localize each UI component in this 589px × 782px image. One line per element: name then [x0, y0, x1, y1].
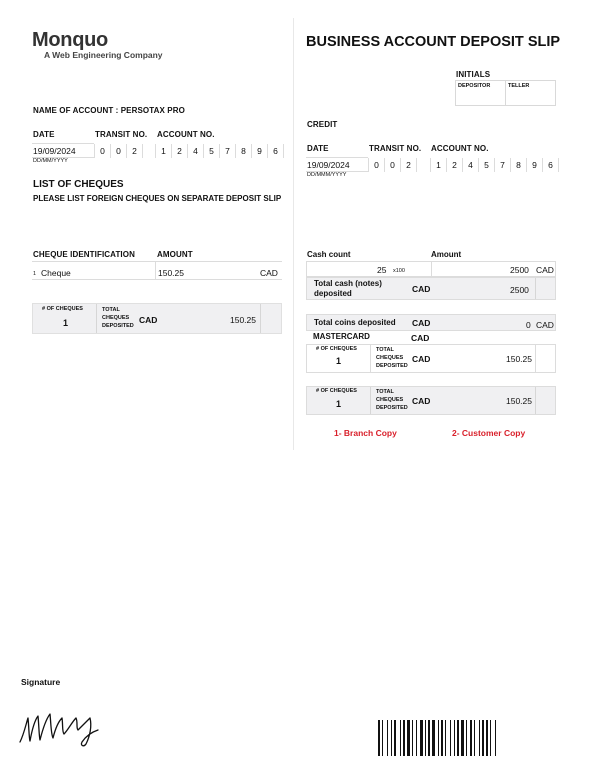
col-identification: CHEQUE IDENTIFICATION: [33, 250, 135, 259]
left-account-digit: 2: [172, 144, 188, 158]
barcode-bar: [400, 720, 401, 756]
right-account-digit: 9: [527, 158, 543, 172]
right-transit-digit: 2: [401, 158, 417, 172]
right-transit-digit: 0: [385, 158, 401, 172]
left-account-digit: 1: [156, 144, 172, 158]
coins-row: [306, 314, 556, 331]
barcode-bar: [482, 720, 484, 756]
credit-label: CREDIT: [307, 120, 338, 129]
col-amount: AMOUNT: [157, 250, 193, 259]
left-total-currency: CAD: [139, 315, 158, 325]
brand-logo: [32, 29, 163, 60]
right-account-digit: 8: [511, 158, 527, 172]
barcode-bar: [425, 720, 426, 756]
barcode-bar: [412, 720, 413, 756]
barcode-bar: [457, 720, 459, 756]
barcode-bar: [450, 720, 451, 756]
left-date-label: DATE: [33, 130, 55, 139]
barcode-bar: [416, 720, 417, 756]
cash-multiplier: x100: [393, 268, 405, 274]
barcode-bar: [403, 720, 405, 756]
right-cheques-1-divider-2: [535, 345, 536, 372]
barcode: [378, 720, 566, 756]
left-account-digit: 5: [204, 144, 220, 158]
right-account-digit: 7: [495, 158, 511, 172]
total-cash-amount: 2500: [510, 285, 529, 295]
left-cheque-summary: [32, 303, 282, 334]
right-date-value: 19/09/2024: [307, 160, 350, 170]
branch-copy-label: 1- Branch Copy: [334, 428, 397, 438]
brand-tagline: A Web Engineering Company: [44, 50, 163, 60]
right-account-digit: 1: [431, 158, 447, 172]
left-summary-divider: [96, 304, 97, 333]
column-divider: [293, 18, 294, 450]
barcode-bar: [461, 720, 464, 756]
barcode-bar: [495, 720, 496, 756]
barcode-bar: [394, 720, 396, 756]
left-transit-digit: 2: [127, 144, 143, 158]
left-account-digit: 7: [220, 144, 236, 158]
right-cheques-2-amount: 150.25: [506, 396, 532, 406]
mastercard-label: MASTERCARD: [313, 332, 370, 341]
barcode-bar: [420, 720, 423, 756]
cheque-row-name: Cheque: [41, 268, 71, 278]
right-transit-digit: 0: [369, 158, 385, 172]
barcode-bar: [474, 720, 475, 756]
right-date-label: DATE: [307, 144, 329, 153]
barcode-bar: [432, 720, 435, 756]
left-total-amount: 150.25: [230, 315, 256, 325]
barcode-bar: [486, 720, 488, 756]
coins-label: Total coins deposited: [314, 318, 396, 327]
cash-row-divider: [431, 262, 432, 276]
right-account-label: ACCOUNT NO.: [431, 144, 489, 153]
barcode-bar: [438, 720, 439, 756]
slip-title: BUSINESS ACCOUNT DEPOSIT SLIP: [306, 34, 561, 50]
account-name: NAME OF ACCOUNT : PERSOTAX PRO: [33, 106, 185, 115]
cash-amount: 2500: [510, 265, 529, 275]
mastercard-row[interactable]: [306, 331, 556, 344]
right-cheques-1-currency: CAD: [412, 354, 431, 364]
left-date-format: DD/MM/YYYY: [33, 158, 68, 164]
barcode-bar: [387, 720, 388, 756]
right-cheques-1: [306, 344, 556, 373]
initials-depositor[interactable]: DEPOSITOR: [458, 83, 491, 89]
right-transit-field[interactable]: [368, 158, 417, 172]
right-cheques-1-total-label: TOTAL CHEQUES DEPOSITED: [376, 347, 408, 369]
cheques-heading: LIST OF CHEQUES: [33, 179, 124, 190]
right-cheques-2-count-label: # OF CHEQUES: [316, 388, 357, 394]
right-transit-label: TRANSIT NO.: [369, 144, 422, 153]
cash-amount-label: Amount: [431, 250, 462, 259]
right-date-format: DD/MMM/YYYY: [307, 172, 347, 178]
right-cheques-1-count-label: # OF CHEQUES: [316, 346, 357, 352]
right-cheques-1-amount: 150.25: [506, 354, 532, 364]
right-cheques-1-divider: [370, 345, 371, 372]
cheque-row-currency: CAD: [260, 268, 278, 278]
left-transit-field[interactable]: [94, 144, 143, 158]
total-cash-label: Total cash (notes) deposited: [314, 279, 382, 298]
right-account-digit: 6: [543, 158, 559, 172]
coins-currency: CAD: [412, 318, 431, 328]
left-summary-divider-2: [260, 304, 261, 333]
initials-teller[interactable]: TELLER: [508, 83, 530, 89]
cheque-row[interactable]: [32, 261, 282, 280]
cheque-row-index: 1: [33, 271, 37, 277]
barcode-bar: [428, 720, 430, 756]
left-date-value: 19/09/2024: [33, 146, 76, 156]
total-cash-divider: [535, 278, 536, 299]
total-cash-row: [306, 277, 556, 300]
signature-image: [18, 708, 100, 748]
right-cheques-1-count: 1: [336, 356, 342, 366]
barcode-bar: [490, 720, 491, 756]
right-account-digit: 5: [479, 158, 495, 172]
left-transit-digit: 0: [95, 144, 111, 158]
barcode-bar: [378, 720, 380, 756]
right-cheques-2-divider-2: [535, 387, 536, 414]
left-account-digit: 6: [268, 144, 284, 158]
left-account-digit: 4: [188, 144, 204, 158]
left-cheque-count: 1: [63, 318, 69, 328]
left-account-field[interactable]: [155, 144, 284, 158]
barcode-bar: [382, 720, 383, 756]
cheques-note: PLEASE LIST FOREIGN CHEQUES ON SEPARATE DEPOSIT SLIP: [33, 194, 282, 203]
right-cheques-2-count: 1: [336, 399, 342, 409]
right-account-digit: 4: [463, 158, 479, 172]
left-date-field[interactable]: [32, 143, 94, 158]
right-cheques-2-divider: [370, 387, 371, 414]
left-cheque-count-label: # OF CHEQUES: [42, 306, 83, 312]
cheque-row-divider: [155, 262, 156, 279]
left-account-digit: 8: [236, 144, 252, 158]
barcode-bar: [391, 720, 392, 756]
barcode-bar: [466, 720, 467, 756]
left-transit-digit: 0: [111, 144, 127, 158]
right-cheques-2-total-label: TOTAL CHEQUES DEPOSITED: [376, 389, 408, 411]
cheque-row-amount: 150.25: [158, 268, 184, 278]
right-account-digit: 2: [447, 158, 463, 172]
barcode-bar: [454, 720, 455, 756]
initials-divider: [505, 81, 506, 105]
mastercard-currency: CAD: [411, 333, 430, 343]
cash-qty: 25: [377, 265, 387, 275]
right-date-field[interactable]: [306, 157, 368, 172]
left-transit-label: TRANSIT NO.: [95, 130, 148, 139]
brand-name: Monquo: [32, 29, 108, 51]
initials-heading: INITIALS: [456, 70, 491, 79]
barcode-bar: [470, 720, 472, 756]
initials-box: [455, 80, 556, 106]
right-cheques-2: [306, 386, 556, 415]
barcode-bar: [445, 720, 446, 756]
cash-count-label: Cash count: [307, 250, 351, 259]
coins-amount: 0: [526, 320, 531, 330]
left-account-digit: 9: [252, 144, 268, 158]
barcode-bar: [479, 720, 480, 756]
signature-label: Signature: [21, 677, 61, 687]
left-total-label: TOTAL CHEQUES DEPOSITED: [102, 307, 134, 329]
cash-row[interactable]: [306, 261, 556, 277]
barcode-bar: [407, 720, 410, 756]
barcode-bar: [441, 720, 443, 756]
customer-copy-label: 2- Customer Copy: [452, 428, 526, 438]
right-account-field[interactable]: [430, 158, 559, 172]
left-account-label: ACCOUNT NO.: [157, 130, 215, 139]
right-cheques-2-currency: CAD: [412, 396, 431, 406]
coins-currency-2: CAD: [536, 320, 554, 330]
cash-currency: CAD: [536, 265, 554, 275]
total-cash-currency: CAD: [412, 284, 431, 294]
